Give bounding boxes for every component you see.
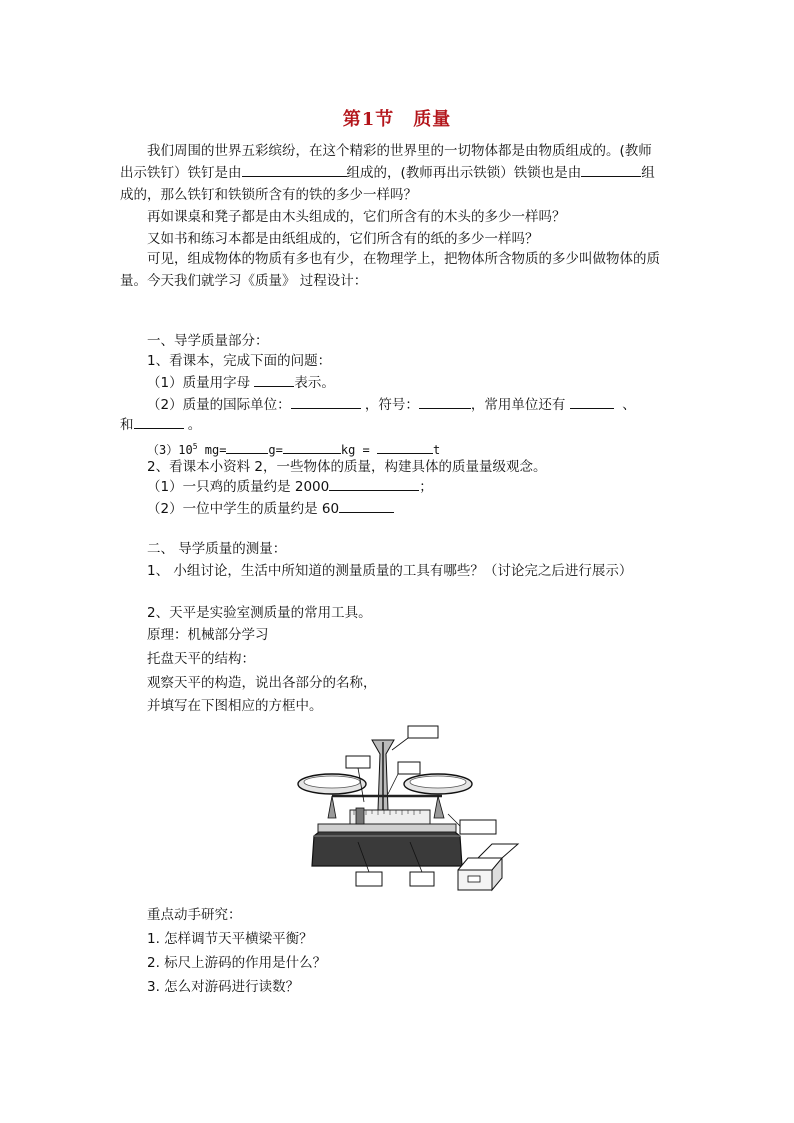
section2-q2: 2、天平是实验室测质量的常用工具。	[147, 605, 372, 621]
blank-field[interactable]	[419, 396, 471, 409]
intro-p3: 又如书和练习本都是由纸组成的，它们所含有的纸的多少一样吗？	[147, 231, 539, 247]
intro-p1-line2	[120, 164, 655, 182]
section1-q1-2-cont	[120, 416, 201, 434]
intro-text: 出示铁钉）铁钉是由	[120, 165, 242, 181]
question-text: （1）一只鸡的质量约是 2000	[147, 479, 330, 495]
section2-q1: 1、 小组讨论，生活中所知道的测量质量的工具有哪些？（讨论完之后进行展示）	[147, 563, 633, 579]
blank-field[interactable]	[226, 441, 268, 454]
question-text: （2）质量的国际单位：	[147, 397, 291, 413]
blank-field[interactable]	[134, 416, 184, 429]
balance-base	[312, 828, 462, 866]
rider	[356, 808, 364, 824]
section2-structure: 托盘天平的结构：	[147, 651, 255, 667]
focus-heading: 重点动手研究：	[147, 907, 242, 923]
question-text: （3）10	[147, 443, 193, 457]
section1-q2-2	[147, 500, 394, 518]
section2-heading: 二、 导学质量的测量：	[147, 541, 287, 557]
section1-q1-3	[147, 438, 440, 459]
question-text: kg =	[340, 443, 377, 457]
label-box-base[interactable]	[356, 872, 382, 886]
question-text: 和	[120, 417, 134, 433]
right-pan-inner	[410, 776, 466, 788]
section1-q1-1	[147, 374, 335, 392]
focus-item: 2. 标尺上游码的作用是什么？	[147, 955, 327, 971]
intro-p1-line3: 成的，那么铁钉和铁锁所含有的铁的多少一样吗？	[120, 187, 417, 203]
section1-q1-2	[147, 396, 636, 414]
intro-p2: 再如课桌和凳子都是由木头组成的，它们所含有的木头的多少一样吗？	[147, 209, 566, 225]
label-box-balance-nut[interactable]	[460, 820, 496, 834]
label-box-pointer[interactable]	[408, 726, 438, 738]
blank-field[interactable]	[242, 164, 347, 177]
weight-box	[458, 844, 518, 890]
section1-q2: 2、看课本小资料 2，一些物体的质量，构建具体的质量量级观念。	[147, 459, 547, 475]
blank-field[interactable]	[329, 478, 419, 491]
balance-diagram	[292, 718, 532, 898]
question-text: 表示。	[294, 375, 335, 391]
right-pan-support	[434, 796, 444, 818]
question-text: t	[433, 443, 441, 457]
label-box-beam[interactable]	[398, 762, 420, 774]
question-text: mg=	[197, 443, 227, 457]
intro-p1-line1: 我们周围的世界五彩缤纷，在这个精彩的世界里的一切物体都是由物质组成的。(教师	[147, 143, 652, 159]
blank-field[interactable]	[291, 396, 361, 409]
blank-field[interactable]	[570, 396, 614, 409]
blank-field[interactable]	[283, 441, 341, 454]
question-text: 、	[622, 397, 636, 413]
question-text: ，符号：	[364, 397, 419, 413]
question-text: （2）一位中学生的质量约是 60	[147, 501, 340, 517]
intro-text: 组	[641, 165, 655, 181]
base-top-plate	[318, 824, 456, 832]
intro-text: 组成的，(教师再出示铁锁）铁锁也是由	[346, 165, 582, 181]
intro-p4-line2: 量。今天我们就学习《质量》 过程设计：	[120, 273, 368, 289]
page-title: 第1节 质量	[342, 109, 452, 130]
question-text: 。	[187, 417, 202, 433]
section1-q2-1	[147, 478, 433, 496]
section2-fill: 并填写在下图相应的方框中。	[147, 698, 323, 714]
question-text: （1）质量用字母	[147, 375, 255, 391]
focus-item: 1. 怎样调节天平横梁平衡？	[147, 931, 313, 947]
section1-q1: 1、看课本，完成下面的问题：	[147, 353, 332, 369]
question-text: g=	[268, 443, 283, 457]
blank-field[interactable]	[581, 164, 641, 177]
section2-principle: 原理：机械部分学习	[147, 627, 269, 643]
focus-item: 3. 怎么对游码进行读数？	[147, 979, 300, 995]
label-box-rider[interactable]	[410, 872, 434, 886]
exponent: 5	[192, 442, 198, 451]
left-pan-support	[328, 796, 336, 818]
section1-heading: 一、导学质量部分：	[147, 333, 269, 349]
intro-p4-line1: 可见，组成物体的物质有多也有少，在物理学上，把物体所含物质的多少叫做物体的质	[147, 251, 660, 267]
question-text: ，常用单位还有	[470, 397, 566, 413]
section2-observe: 观察天平的构造，说出各部分的名称，	[147, 675, 377, 691]
left-pan-inner	[304, 776, 360, 788]
label-box-left-pan[interactable]	[346, 756, 370, 768]
blank-field[interactable]	[339, 500, 394, 513]
question-text: ；	[419, 479, 433, 495]
blank-field[interactable]	[377, 441, 433, 454]
blank-field[interactable]	[254, 374, 294, 387]
